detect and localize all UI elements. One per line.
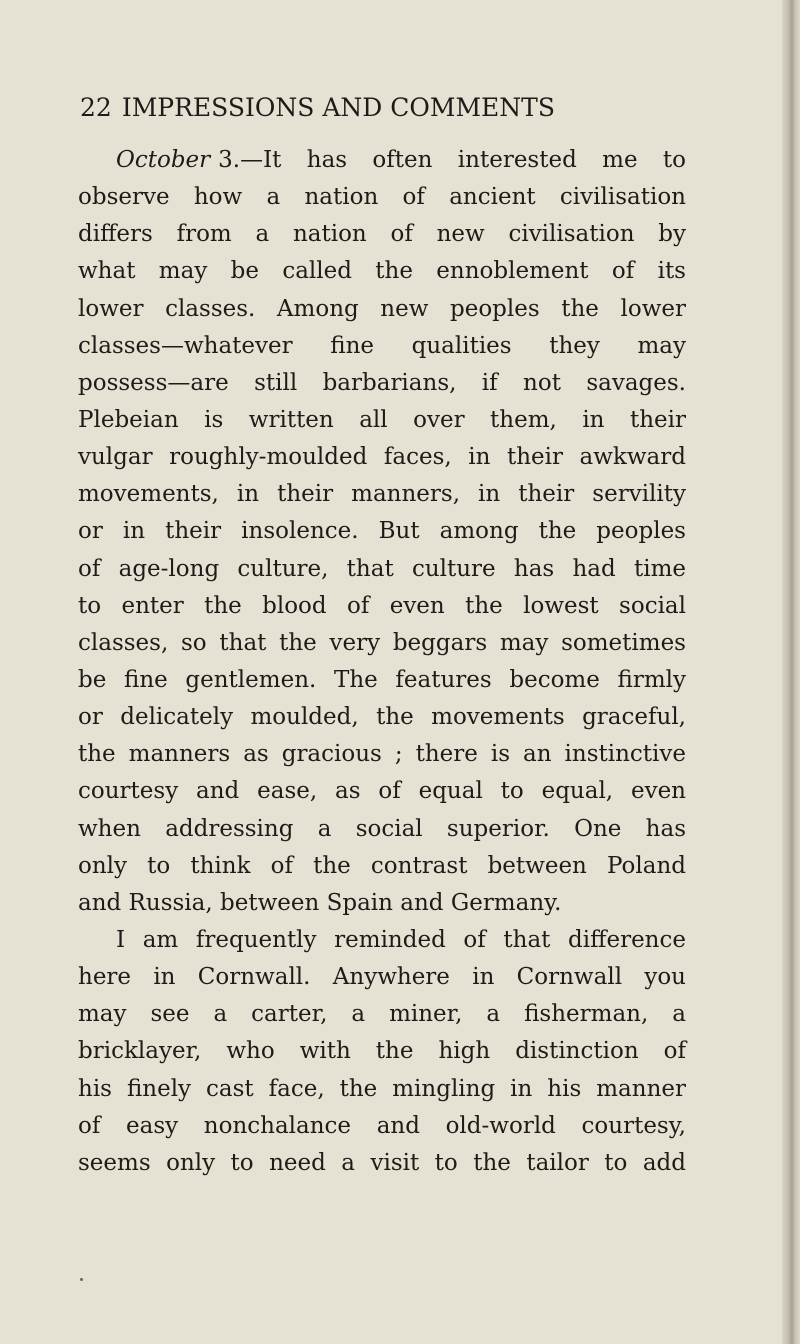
text-line: courtesy and ease, as of equal to equal, even (78, 778, 686, 805)
text-line: of age-long culture, that culture has had time (78, 555, 686, 582)
text-line: and Russia, between Spain and Germany. (78, 889, 562, 916)
text-line: classes, so that the very beggars may sometimes (78, 629, 686, 656)
text-line: or delicately moulded, the movements graceful, (78, 704, 686, 731)
text-line: to enter the blood of even the lowest social (78, 592, 686, 619)
running-header (80, 88, 690, 128)
page-edge-shadow (782, 0, 800, 1344)
text-line: or in their insolence. But among the peoples (78, 518, 686, 545)
body-text (78, 142, 686, 1182)
running-title: IMPRESSIONS AND COMMENTS (121, 93, 555, 122)
text-line: differs from a nation of new civilisation by (78, 221, 686, 248)
text-line: be fine gentlemen. The features become firmly (78, 666, 686, 693)
entry-first-line: 3.—It has often interested me to (218, 147, 686, 173)
text-line: movements, in their manners, in their servility (78, 481, 686, 508)
text-line: of easy nonchalance and old-world courtesy, (78, 1112, 686, 1139)
text-line: may see a carter, a miner, a fisherman, a (78, 1001, 686, 1028)
text-line: possess—are still barbarians, if not savages. (78, 369, 686, 396)
text-line: the manners as gracious ; there is an instinctive (78, 741, 686, 768)
text-line: what may be called the ennoblement of its (78, 258, 686, 285)
text-line: here in Cornwall. Anywhere in Cornwall you (78, 964, 686, 991)
text-line: only to think of the contrast between Poland (78, 852, 686, 879)
text-line: vulgar roughly-moulded faces, in their awkward (78, 444, 686, 471)
page-number: 22 (80, 93, 112, 122)
text-line: observe how a nation of ancient civilisation (78, 184, 686, 211)
text-line: bricklayer, who with the high distinction of (78, 1038, 686, 1065)
text-line: Plebeian is written all over them, in their (78, 406, 686, 433)
text-line: when addressing a social superior. One has (78, 815, 686, 842)
text-line: I am frequently reminded of that difference (116, 926, 686, 953)
paper-speck (80, 1278, 83, 1281)
text-line (78, 142, 686, 179)
entry-date: October (116, 147, 211, 173)
text-line: classes—whatever fine qualities they may (78, 332, 686, 359)
text-line: lower classes. Among new peoples the lower (78, 295, 686, 322)
text-line: his finely cast face, the mingling in his manner (78, 1075, 686, 1102)
text-line: seems only to need a visit to the tailor to add (78, 1149, 686, 1176)
